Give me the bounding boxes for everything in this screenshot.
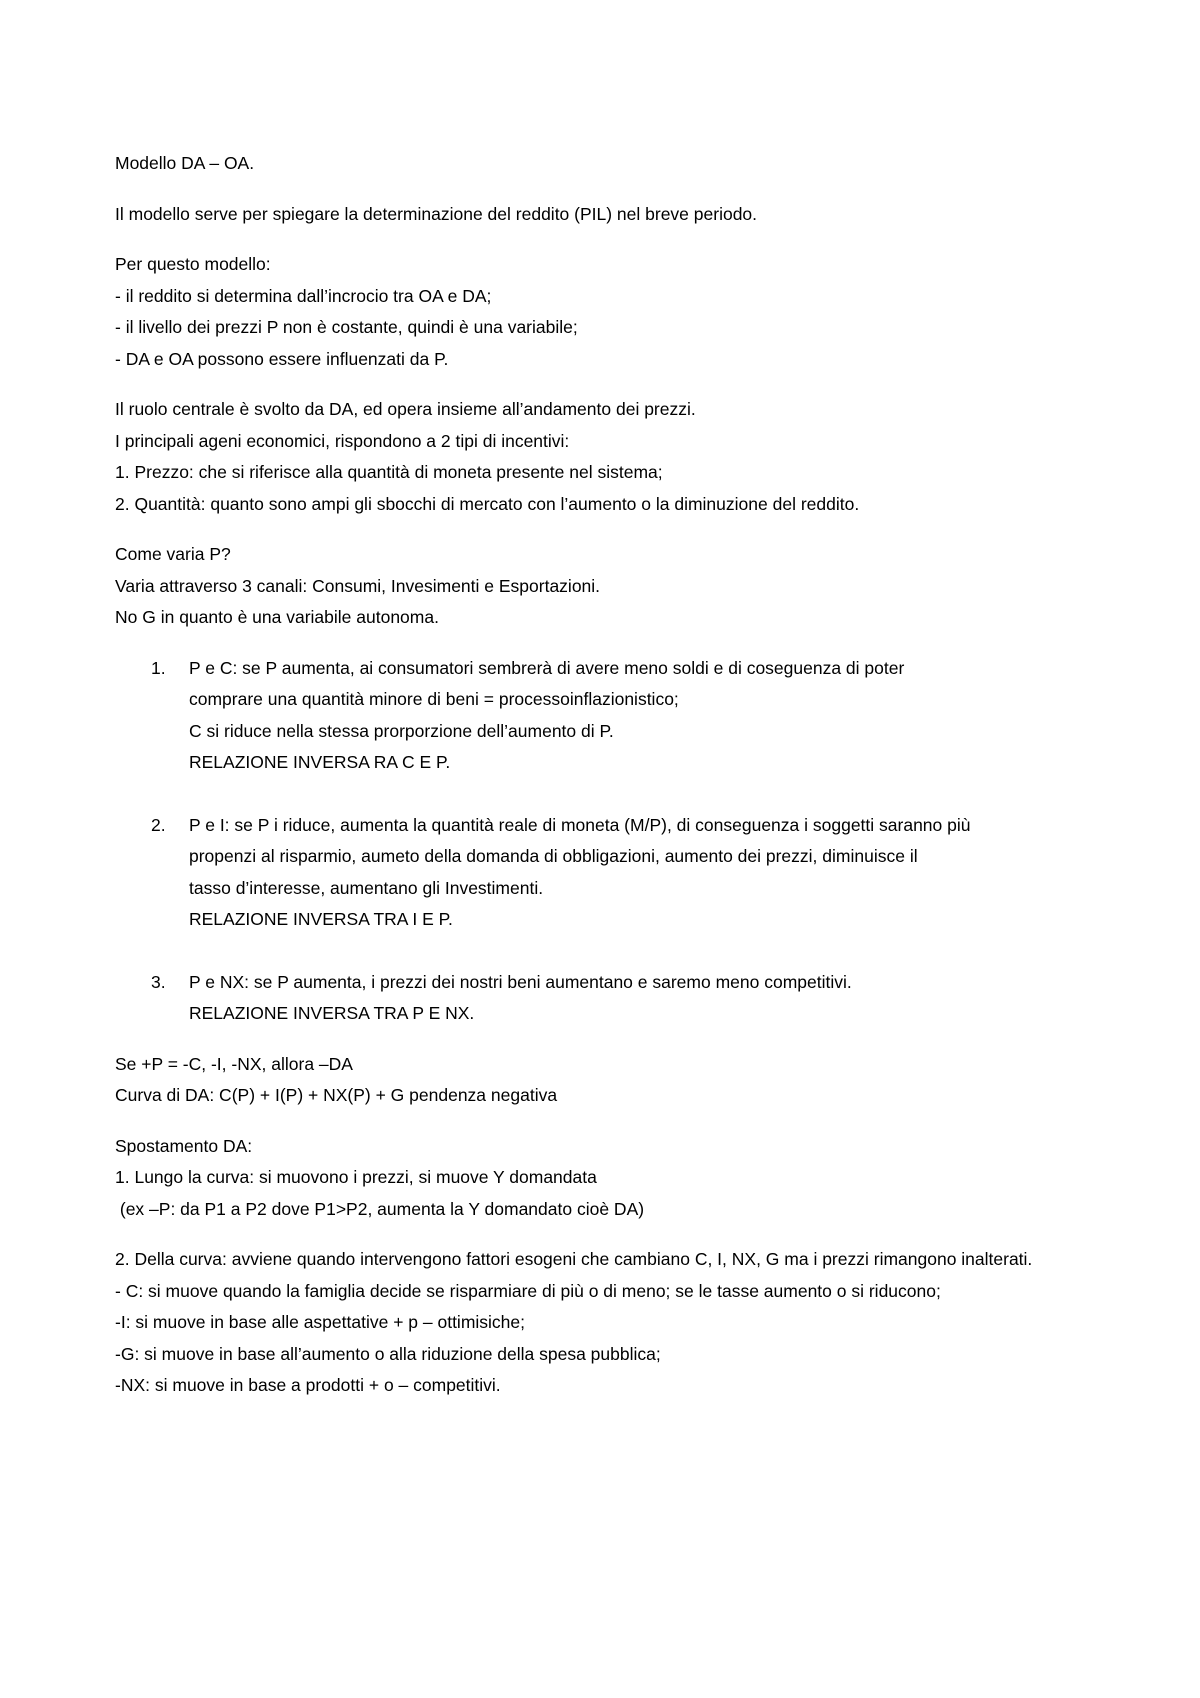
text-line: I principali ageni economici, rispondono a 2 tipi di incentivi: bbox=[115, 430, 570, 451]
channels-numbered-list bbox=[115, 653, 1115, 1030]
text-line: (ex –P: da P1 a P2 dove P1>P2, aumenta la Y domandato cioè DA) bbox=[115, 1198, 645, 1219]
text-line: Come varia P? bbox=[115, 544, 231, 564]
text-line: Se +P = -C, -I, -NX, allora –DA bbox=[115, 1053, 353, 1074]
text-line: P e NX: se P aumenta, i prezzi dei nostri beni aumentano e saremo meno competitivi. bbox=[189, 971, 852, 992]
text-line: RELAZIONE INVERSA TRA P E NX. bbox=[189, 1003, 475, 1023]
da-shift-paragraph bbox=[115, 1131, 1115, 1226]
text-line: 1. Lungo la curva: si muovono i prezzi, si muove Y domandata bbox=[115, 1167, 597, 1187]
text-line: RELAZIONE INVERSA RA C E P. bbox=[189, 752, 451, 772]
text-line: RELAZIONE INVERSA TRA I E P. bbox=[189, 909, 453, 929]
text-line: - il livello dei prezzi P non è costante, quindi è una variabile; bbox=[115, 317, 578, 337]
text-line: C si riduce nella stessa prorporzione dell’aumento di P. bbox=[189, 720, 614, 741]
text-line: comprare una quantità minore di beni = processoinflazionistico; bbox=[189, 689, 679, 709]
list-item-number: 1. bbox=[151, 657, 166, 678]
text-line: Per questo modello: bbox=[115, 254, 271, 274]
text-line: 1. Prezzo: che si riferisce alla quantità di moneta presente nel sistema; bbox=[115, 462, 663, 482]
list-item-number: 3. bbox=[151, 971, 166, 992]
text-line: P e I: se P i riduce, aumenta la quantità reale di moneta (M/P), di conseguenza i soggetti saranno più bbox=[189, 814, 971, 835]
text-line: No G in quanto è una variabile autonoma. bbox=[115, 607, 439, 627]
text-line: 2. Della curva: avviene quando intervengono fattori esogeni che cambiano C, I, NX, G ma i prezzi rimangono inalterati. bbox=[115, 1249, 1033, 1269]
list-item bbox=[115, 967, 1115, 1030]
model-assumptions-paragraph bbox=[115, 249, 1115, 375]
text-line: - C: si muove quando la famiglia decide se risparmiare di più o di meno; se le tasse aumento o si riducono; bbox=[115, 1280, 941, 1301]
channels-paragraph bbox=[115, 539, 1115, 634]
text-line: P e C: se P aumenta, ai consumatori sembrerà di avere meno soldi e di coseguenza di poter bbox=[189, 657, 905, 678]
list-item bbox=[115, 810, 1115, 936]
text-line: - DA e OA possono essere influenzati da P. bbox=[115, 348, 449, 369]
text-line: -I: si muove in base alle aspettative + p – ottimisiche; bbox=[115, 1312, 525, 1332]
text-line: Il ruolo centrale è svolto da DA, ed opera insieme all’andamento dei prezzi. bbox=[115, 399, 696, 419]
text-line: -G: si muove in base all’aumento o alla riduzione della spesa pubblica; bbox=[115, 1343, 661, 1364]
text-line: -NX: si muove in base a prodotti + o – competitivi. bbox=[115, 1375, 501, 1395]
title-paragraph bbox=[115, 148, 1115, 180]
da-curve-paragraph bbox=[115, 1049, 1115, 1112]
incentives-paragraph bbox=[115, 394, 1115, 520]
list-item-number: 2. bbox=[151, 814, 166, 835]
text-line: Curva di DA: C(P) + I(P) + NX(P) + G pendenza negativa bbox=[115, 1085, 558, 1105]
text-line: tasso d’interesse, aumentano gli Investimenti. bbox=[189, 877, 544, 898]
text-line: Spostamento DA: bbox=[115, 1135, 253, 1156]
text-line: propenzi al risparmio, aumeto della domanda di obbligazioni, aumento dei prezzi, diminuisce il bbox=[189, 846, 918, 866]
intro-text: Il modello serve per spiegare la determinazione del reddito (PIL) nel breve periodo. bbox=[115, 203, 758, 224]
text-line: Varia attraverso 3 canali: Consumi, Invesimenti e Esportazioni. bbox=[115, 575, 601, 596]
text-line: - il reddito si determina dall’incrocio tra OA e DA; bbox=[115, 285, 492, 306]
document-title: Modello DA – OA. bbox=[115, 153, 255, 173]
curve-shift-paragraph bbox=[115, 1244, 1115, 1402]
text-line: 2. Quantità: quanto sono ampi gli sbocchi di mercato con l’aumento o la diminuzione del reddito. bbox=[115, 493, 860, 514]
intro-paragraph bbox=[115, 199, 1115, 231]
document-page bbox=[115, 148, 1115, 1421]
list-item bbox=[115, 653, 1115, 779]
